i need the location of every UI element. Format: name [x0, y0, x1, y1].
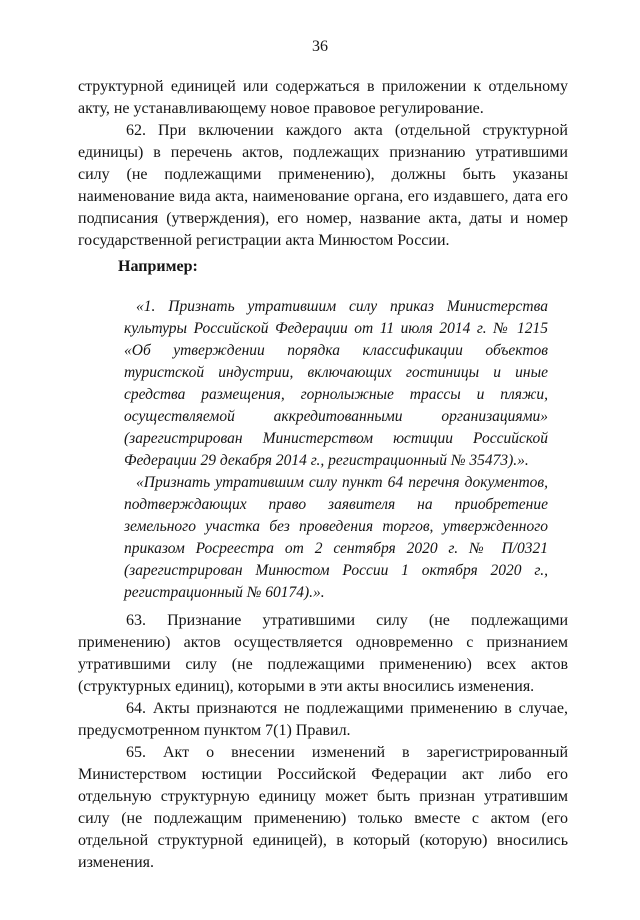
paragraph-continuation: структурной единицей или содержаться в приложении к отдельному акту, не устанавливающему новое правовое регулирование. [78, 78, 568, 117]
top-text-block [78, 76, 568, 252]
example-quote-1-text: «1. Признать утратившим силу приказ Министерства культуры Российской Федерации от 11 июля 2014 г. № 1215 «Об утверждении порядка классификации объектов туристской индустрии, включающих гостиницы и иные средства размещения, горнолыжные трассы и пляжи, осуществляемой аккредитованными организациями» (зарегистрирован Министерством юстиции Российской Федерации 29 декабря 2014 г., регистрационный № 35473).». [124, 298, 548, 469]
example-heading: Например: [118, 258, 198, 275]
example-quote-2 [124, 472, 548, 604]
example-quote-1 [124, 296, 548, 472]
paragraph-63: 63. Признание утратившими силу (не подлежащими применению) актов осуществляется одновременно с признанием утратившими силу (не подлежащими применению) всех актов (структурных единиц), которыми в эти акты вносились изменения. [78, 612, 568, 695]
paragraph-62: 62. При включении каждого акта (отдельной структурной единицы) в перечень актов, подлежащих признанию утратившими силу (не подлежащими применению), должны быть указаны наименование вида акта, наименование органа, его издавшего, дата его подписания (утверждения), его номер, название акта, даты и номер государственной регистрации акта Минюстом России. [78, 122, 568, 249]
bottom-text-block [78, 610, 568, 874]
page-number: 36 [312, 38, 328, 55]
paragraph-64: 64. Акты признаются не подлежащими применению в случае, предусмотренном пунктом 7(1) Правил. [78, 700, 568, 739]
example-quote-2-text: «Признать утратившим силу пункт 64 перечня документов, подтверждающих право заявителя на приобретение земельного участка без проведения торгов, утвержденного приказом Росреестра от 2 сентября 2020 г. № П/0321 (зарегистрирован Минюстом России 1 октября 2020 г., регистрационный № 60174).». [124, 474, 548, 601]
paragraph-65: 65. Акт о внесении изменений в зарегистрированный Министерством юстиции Российской Федерации акт либо его отдельную структурную единицу может быть признан утратившим силу (не подлежащим применению) только вместе с актом (его отдельной структурной единицей), в который (которую) вносились изменения. [78, 744, 568, 871]
